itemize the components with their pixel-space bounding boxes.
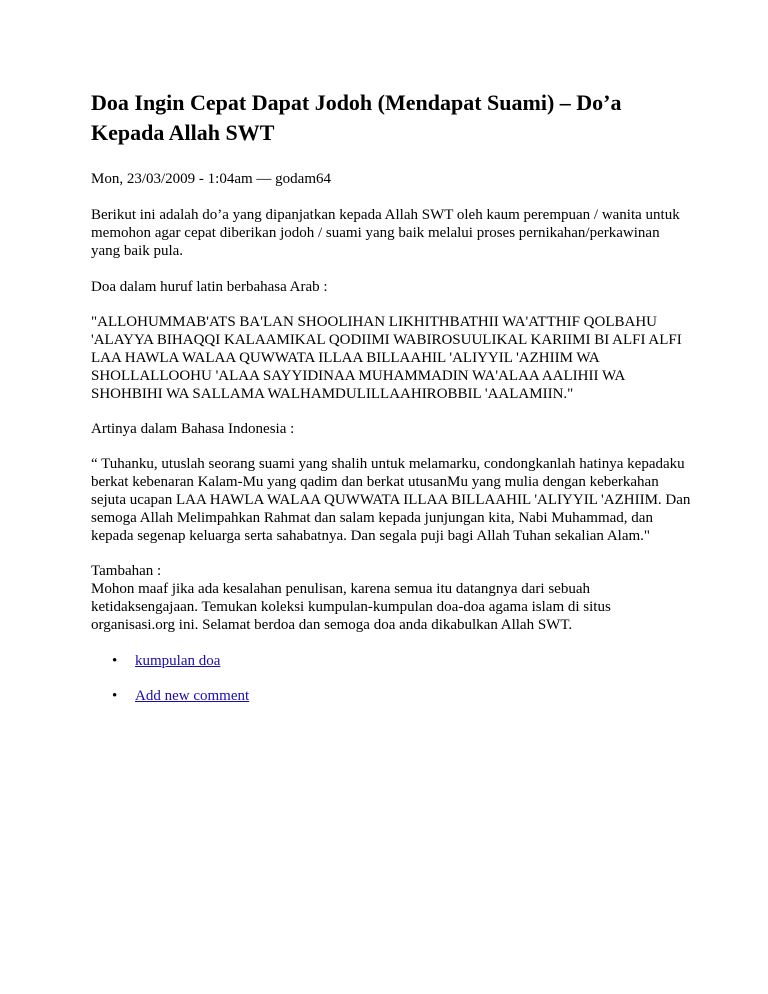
list-item — [91, 652, 691, 670]
title-line-1: Doa Ingin Cepat Dapat Jodoh (Mendapat Suami) – Do’a — [91, 90, 622, 115]
title-line-2: Kepada Allah SWT — [91, 120, 275, 145]
bullet-icon: • — [112, 653, 118, 669]
arabic-latin-prayer: "ALLOHUMMAB'ATS BA'LAN SHOOLIHAN LIKHITHBATHII WA'ATTHIF QOLBAHU 'ALAYYA BIHAQQI KALAAMIKAL QODIIMI WABIROSUULIKAL KARIIMI BI ALFI ALFI LAA HAWLA WALAA QUWWATA ILLAA BILLAAHIL 'ALIYYIL 'AZHIIM WA SHOLLALLOOHU 'ALAA SAYYIDINAA MUHAMMADIN WA'ALAA AALIHII WA SHOHBIHI WA SALLAMA WALHAMDULILLAAHIROBBIL 'AALAMIIN." — [91, 314, 682, 402]
bullet-icon: • — [112, 688, 118, 704]
intro-paragraph: Berikut ini adalah do’a yang dipanjatkan kepada Allah SWT oleh kaum perempuan / wanita untuk memohon agar cepat diberikan jodoh / suami yang baik melalui proses pernikahan/perkawinan yang baik pula. — [91, 207, 680, 259]
article-meta: Mon, 23/03/2009 - 1:04am — godam64 — [91, 171, 331, 187]
kumpulan-doa-link[interactable]: kumpulan doa — [135, 653, 221, 669]
links-list — [91, 652, 691, 705]
add-new-comment-link[interactable]: Add new comment — [135, 688, 250, 704]
tambahan-body: Mohon maaf jika ada kesalahan penulisan, karena semua itu datangnya dari sebuah ketidaksengajaan. Temukan koleksi kumpulan-kumpulan doa-doa agama islam di situs organisasi.org ini. Selamat berdoa dan semoga doa anda dikabulkan Allah SWT. — [91, 581, 611, 633]
translation-paragraph: “ Tuhanku, utuslah seorang suami yang shalih untuk melamarku, condongkanlah hatinya kepadaku berkat kebenaran Kalam-Mu yang qadim dan berkat utusanMu yang mulia dengan keberkahan sejuta ucapan LAA HAWLA WALAA QUWWATA ILLAA BILLAAHIL 'ALIYYIL 'AZHIIM. Dan semoga Allah Melimpahkan Rahmat dan salam kepada junjungan kita, Nabi Muhammad, dan kepada segenap keluarga serta sahabatnya. Dan segala puji bagi Allah Tuhan sekalian Alam." — [91, 456, 691, 544]
tambahan-heading: Tambahan : — [91, 563, 162, 579]
indonesian-heading: Artinya dalam Bahasa Indonesia : — [91, 421, 295, 437]
article-title — [91, 88, 691, 148]
latin-heading: Doa dalam huruf latin berbahasa Arab : — [91, 279, 328, 295]
list-item — [91, 687, 691, 705]
article — [91, 88, 691, 722]
